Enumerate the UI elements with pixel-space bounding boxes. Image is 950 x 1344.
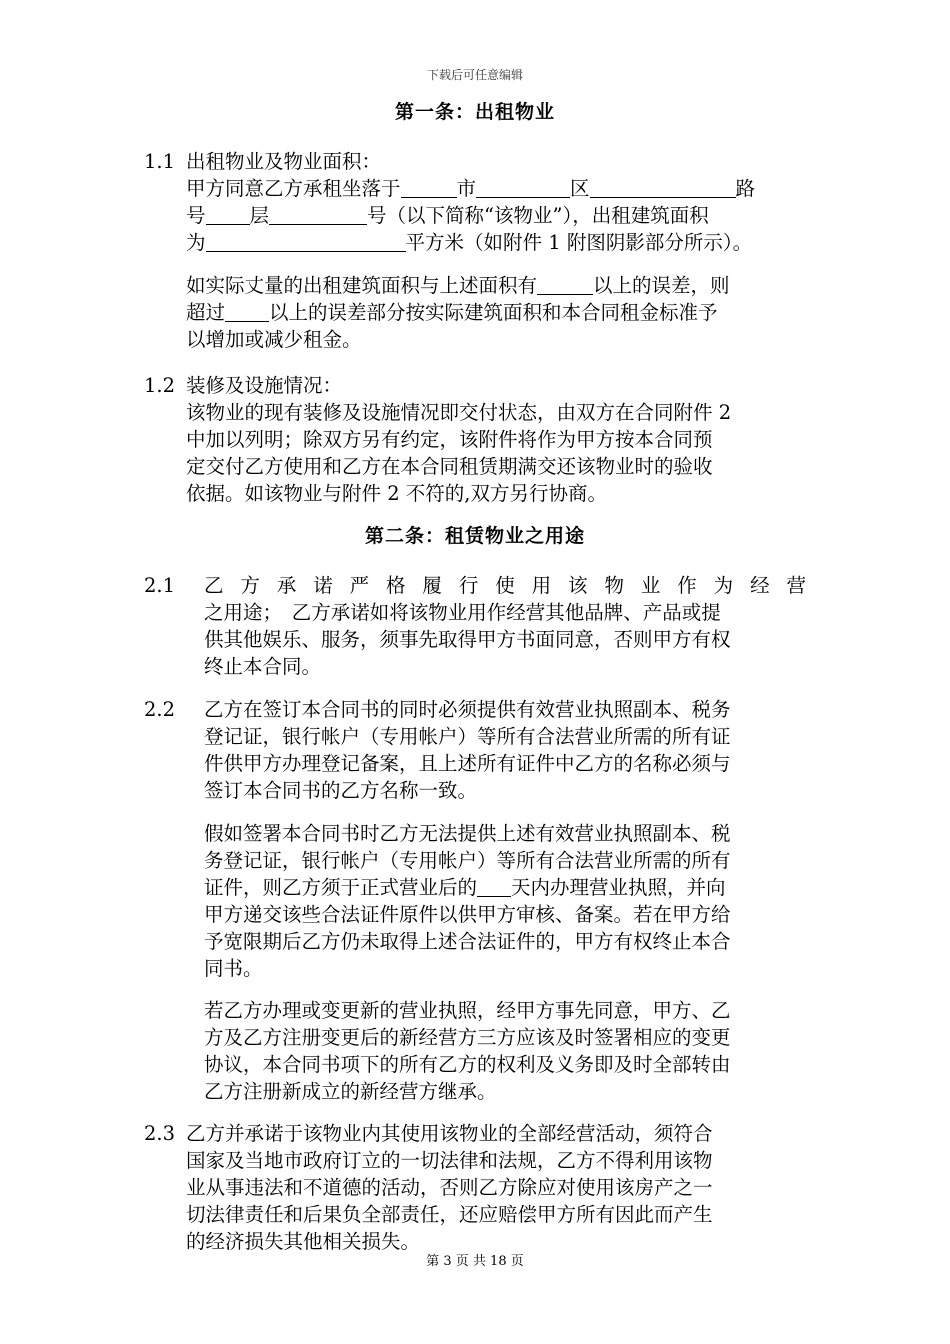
- floor-blank[interactable]: [269, 204, 367, 225]
- clause-2-2-para-2-line: 同书。: [204, 957, 263, 980]
- clause-2-3-line: 切法律责任和后果负全部责任，还应赔偿甲方所有因此而产生: [186, 1203, 713, 1226]
- clause-2-1-line: 供其他娱乐、服务，须事先取得甲方书面同意，否则甲方有权: [204, 628, 731, 651]
- clause-1-1-line-1: 甲方同意乙方承租坐落于 市 区 路: [186, 177, 756, 200]
- clause-1-2-heading: 装修及设施情况：: [186, 374, 343, 397]
- city-blank[interactable]: [401, 177, 457, 198]
- clause-2-2-line: 乙方在签订本合同书的同时必须提供有效营业执照副本、税务: [204, 698, 731, 721]
- clause-1-1-para-2-line-3: 以增加或减少租金。: [186, 328, 362, 351]
- clause-1-1-line-3: 为 平方米（如附件 1 附图阴影部分所示）。: [186, 231, 753, 254]
- article-2-title: 第二条：租赁物业之用途: [364, 525, 585, 547]
- clause-1-1-para-2-line-1: 如实际丈量的出租建筑面积与上述面积有 以上的误差，则: [186, 274, 730, 297]
- clause-2-2-para-2-line: 证件，则乙方须于正式营业后的 天内办理营业执照，并向: [204, 876, 726, 899]
- error-margin-blank-1[interactable]: [537, 274, 593, 295]
- clause-2-2-para-3-line: 协议，本合同书项下的所有乙方的权利及义务即及时全部转由: [204, 1053, 731, 1076]
- clause-2-1-line-1: 乙方承诺严格履行使用该物业作为经营: [204, 574, 806, 597]
- clause-2-2-para-2-line: 务登记证，银行帐户（专用帐户）等所有合法营业所需的所有: [204, 849, 731, 872]
- clause-1-2-line: 中加以列明；除双方另有约定，该附件将作为甲方按本合同预: [186, 428, 713, 451]
- clause-1-1-line-2: 号 层 号（以下简称“该物业”），出租建筑面积: [186, 204, 709, 227]
- clause-1-2-number: 1.2: [144, 374, 176, 397]
- clause-2-2-para-3-line: 若乙方办理或变更新的营业执照，经甲方事先同意，甲方、乙: [204, 999, 731, 1022]
- days-blank[interactable]: [477, 876, 511, 897]
- clause-2-2-para-3-line: 乙方注册新成立的新经营方继承。: [204, 1080, 497, 1103]
- clause-2-1-number: 2.1: [144, 574, 176, 597]
- clause-2-2-para-2-line: 甲方递交该些合法证件原件以供甲方审核、备案。若在甲方给: [204, 903, 731, 926]
- clause-2-3-line: 业从事违法和不道德的活动，否则乙方除应对使用该房产之一: [186, 1176, 713, 1199]
- page-footer: 第 3 页 共 18 页: [426, 1254, 524, 1269]
- clause-1-1-para-2-line-2: 超过 以上的误差部分按实际建筑面积和本合同租金标准予: [186, 301, 718, 324]
- area-blank[interactable]: [206, 231, 406, 252]
- clause-2-2-line: 签订本合同书的乙方名称一致。: [204, 779, 478, 802]
- clause-1-1-heading: 出租物业及物业面积：: [186, 150, 382, 173]
- clause-2-3-line: 乙方并承诺于该物业内其使用该物业的全部经营活动，须符合: [186, 1122, 713, 1145]
- clause-1-1-number: 1.1: [144, 150, 176, 173]
- district-blank[interactable]: [476, 177, 570, 198]
- clause-2-1-line: 终止本合同。: [204, 655, 322, 678]
- clause-2-2-line: 登记证，银行帐户（专用帐户）等所有合法营业所需的所有证: [204, 725, 731, 748]
- clause-2-1-line: 之用途； 乙方承诺如将该物业用作经营其他品牌、产品或提: [204, 601, 721, 624]
- clause-1-2-line: 该物业的现有装修及设施情况即交付状态，由双方在合同附件 2: [186, 401, 732, 424]
- error-margin-blank-2[interactable]: [225, 301, 269, 322]
- clause-2-3-line: 的经济损失其他相关损失。: [186, 1230, 421, 1253]
- number-blank[interactable]: [206, 204, 250, 225]
- road-blank[interactable]: [590, 177, 736, 198]
- clause-2-2-para-2-line: 假如签署本合同书时乙方无法提供上述有效营业执照副本、税: [204, 822, 731, 845]
- clause-2-2-para-2-line: 予宽限期后乙方仍未取得上述合法证件的，甲方有权终止本合: [204, 930, 731, 953]
- clause-1-2-line: 依据。如该物业与附件 2 不符的,双方另行协商。: [186, 482, 608, 505]
- clause-2-2-number: 2.2: [144, 698, 176, 721]
- page-header: 下载后可任意编辑: [426, 68, 523, 82]
- clause-2-2-para-3-line: 方及乙方注册变更后的新经营方三方应该及时签署相应的变更: [204, 1026, 731, 1049]
- clause-1-2-line: 定交付乙方使用和乙方在本合同租赁期满交还该物业时的验收: [186, 455, 713, 478]
- article-1-title: 第一条：出租物业: [394, 101, 555, 123]
- clause-2-3-number: 2.3: [144, 1122, 176, 1145]
- clause-2-3-line: 国家及当地市政府订立的一切法律和法规，乙方不得利用该物: [186, 1149, 713, 1172]
- clause-2-2-line: 件供甲方办理登记备案，且上述所有证件中乙方的名称必须与: [204, 752, 731, 775]
